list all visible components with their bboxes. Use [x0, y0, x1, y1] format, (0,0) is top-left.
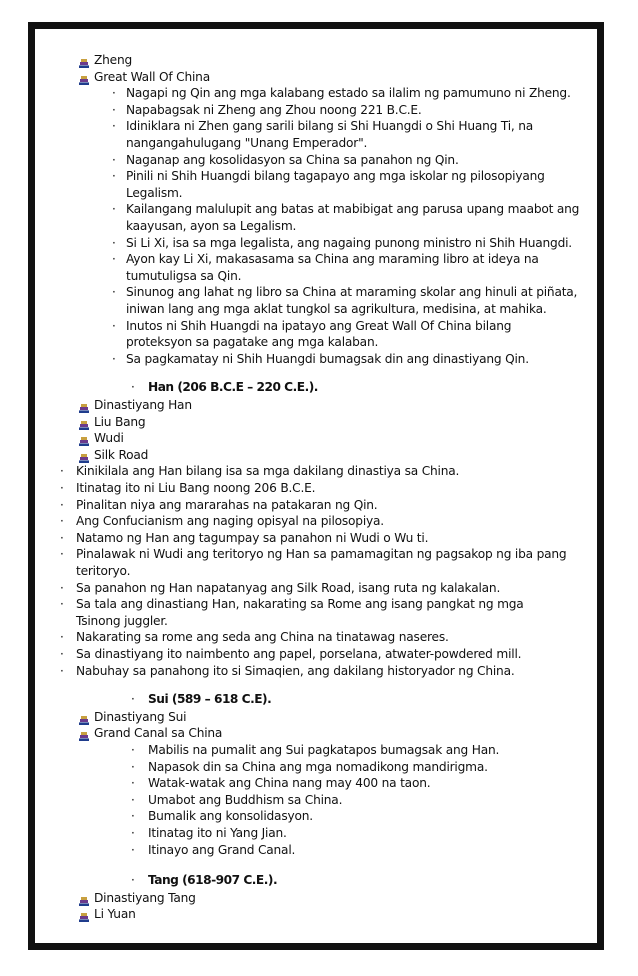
bullet-dot-icon: · [112, 86, 116, 101]
bullet-dot-icon: · [60, 464, 64, 479]
list-item-text: Sa tala ang dinastiang Han, nakarating sa Rome ang isang pangkat ng mga [76, 597, 524, 612]
bullet-item: Dinastiyang Tang [94, 890, 196, 905]
bullet-item: Liu Bang [94, 414, 146, 429]
bullet-dot-icon: · [112, 235, 116, 250]
list-item-text: Sa pagkamatay ni Shih Huangdi bumagsak din ang dinastiyang Qin. [126, 351, 529, 366]
list-item-text: Itinatag ito ni Liu Bang noong 206 B.C.E. [76, 481, 316, 495]
list-item-text: Watak-watak ang China nang may 400 na taon. [148, 776, 431, 791]
list-item-text: Sa dinastiyang ito naimbento ang papel, porselana, atwater-powdered mill. [76, 647, 522, 661]
bullet-dot-icon: · [112, 152, 116, 167]
bullet-dot-icon: · [60, 497, 64, 512]
bullet-item: Grand Canal sa China [94, 726, 223, 741]
list-item-text: Kinikilala ang Han bilang isa sa mga dakilang dinastiya sa China. [76, 464, 460, 479]
bullet-item: Dinastiyang Sui [94, 709, 187, 724]
bullet-dot-icon: · [112, 102, 116, 117]
bullet-dot-icon: · [60, 514, 64, 529]
stacked-books-icon [78, 727, 90, 739]
list-item-text: teritoryo. [76, 564, 131, 578]
bullet-dot-icon: · [131, 842, 135, 857]
bullet-dot-icon: · [60, 647, 64, 661]
section-heading-tang: Tang (618-907 C.E.). [148, 873, 278, 888]
bullet-dot-icon: · [60, 580, 64, 595]
stacked-books-icon [78, 432, 90, 444]
bullet-dot-icon: · [60, 530, 64, 545]
bullet-dot-icon: · [131, 776, 135, 791]
bullet-item: Zheng [94, 53, 133, 67]
bullet-dot-icon: · [131, 792, 135, 807]
bullet-item: Wudi [94, 431, 124, 446]
bullet-dot-icon: · [112, 202, 116, 217]
stacked-books-icon [78, 892, 90, 904]
bullet-item: Li Yuan [94, 907, 136, 922]
list-item-text: Naganap ang kosolidasyon sa China sa panahon ng Qin. [126, 152, 459, 167]
list-item-text: Napasok din sa China ang mga nomadikong mandirigma. [148, 759, 488, 774]
stacked-books-icon [78, 399, 90, 411]
bullet-dot-icon: · [112, 285, 116, 300]
bullet-dot-icon: · [60, 597, 64, 612]
list-item-text: Pinili ni Shih Huangdi bilang tagapayo ang mga iskolar ng pilosopiyang [126, 169, 545, 184]
list-item-text: Itinatag ito ni Yang Jian. [148, 826, 287, 840]
stacked-books-icon [78, 71, 90, 83]
list-item-text: kaayusan, ayon sa Legalism. [126, 219, 297, 233]
list-item-text: tumutuligsa sa Qin. [126, 268, 242, 283]
bullet-dot-icon: · [131, 692, 135, 707]
list-item-text: Nagapi ng Qin ang mga kalabang estado sa ilalim ng pamumuno ni Zheng. [126, 86, 571, 101]
list-item-text: Ayon kay Li Xi, makasasama sa China ang maraming libro at ideya na [126, 252, 539, 267]
list-item-text: Nabuhay sa panahong ito si Simaqien, ang dakilang historyador ng China. [76, 663, 515, 678]
bullet-dot-icon: · [112, 318, 116, 333]
list-item-text: Inutos ni Shih Huangdi na ipatayo ang Great Wall Of China bilang [126, 318, 512, 333]
list-item-text: Mabilis na pumalit ang Sui pagkatapos bumagsak ang Han. [148, 743, 500, 757]
bullet-dot-icon: · [131, 809, 135, 824]
list-item-text: Umabot ang Buddhism sa China. [148, 792, 343, 807]
list-item-text: proteksyon sa pagatake ang mga kalaban. [126, 335, 379, 350]
list-item-text: Legalism. [126, 185, 183, 200]
list-item-text: Si Li Xi, isa sa mga legalista, ang nagaing punong ministro ni Shih Huangdi. [126, 235, 572, 250]
bullet-dot-icon: · [112, 351, 116, 366]
bullet-dot-icon: · [131, 759, 135, 774]
stacked-books-icon [78, 54, 90, 66]
list-item-text: Nakarating sa rome ang seda ang China na tinatawag naseres. [76, 630, 449, 645]
list-item-text: Itinayo ang Grand Canal. [148, 842, 296, 857]
stacked-books-icon [78, 416, 90, 428]
list-item-text: Tsinong juggler. [76, 613, 168, 628]
bullet-dot-icon: · [60, 663, 64, 678]
list-item-text: Pinalitan niya ang mararahas na patakaran ng Qin. [76, 497, 378, 512]
section-heading-han: Han (206 B.C.E – 220 C.E.). [148, 380, 318, 395]
bullet-dot-icon: · [112, 169, 116, 184]
bullet-dot-icon: · [112, 252, 116, 267]
list-item-text: Bumalik ang konsolidasyon. [148, 809, 313, 824]
list-item-text: Napabagsak ni Zheng ang Zhou noong 221 B.C.E. [126, 102, 422, 117]
bullet-item: Great Wall Of China [94, 69, 210, 84]
list-item-text: Kailangang malulupit ang batas at mabibigat ang parusa upang maabot ang [126, 202, 580, 217]
stacked-books-icon [78, 711, 90, 723]
bullet-item: Silk Road [94, 447, 149, 462]
bullet-item: Dinastiyang Han [94, 398, 192, 412]
list-item-text: Sinunog ang lahat ng libro sa China at maraming skolar ang hinuli at piñata, [126, 285, 578, 300]
list-item-text: Sa panahon ng Han napatanyag ang Silk Road, isang ruta ng kalakalan. [76, 580, 501, 595]
bullet-dot-icon: · [112, 119, 116, 134]
bullet-dot-icon: · [131, 873, 135, 888]
bullet-dot-icon: · [60, 481, 64, 495]
stacked-books-icon [78, 908, 90, 920]
list-item-text: Pinalawak ni Wudi ang teritoryo ng Han sa pamamagitan ng pagsakop ng iba pang [76, 547, 567, 562]
list-item-text: Idiniklara ni Zhen gang sarili bilang si Shi Huangdi o Shi Huang Ti, na [126, 119, 534, 134]
stacked-books-icon [78, 449, 90, 461]
bullet-dot-icon: · [131, 380, 135, 395]
list-item-text: Natamo ng Han ang tagumpay sa panahon ni Wudi o Wu ti. [76, 530, 429, 545]
bullet-dot-icon: · [60, 547, 64, 562]
list-item-text: iniwan lang ang mga aklat tungkol sa agrikultura, medisina, at mahika. [126, 302, 547, 316]
list-item-text: Ang Confucianism ang naging opisyal na pilosopiya. [76, 514, 384, 529]
bullet-dot-icon: · [60, 630, 64, 645]
bullet-dot-icon: · [131, 743, 135, 757]
section-heading-sui: Sui (589 – 618 C.E). [148, 692, 272, 707]
list-item-text: nangangahulugang "Unang Emperador". [126, 136, 368, 150]
bullet-dot-icon: · [131, 826, 135, 840]
